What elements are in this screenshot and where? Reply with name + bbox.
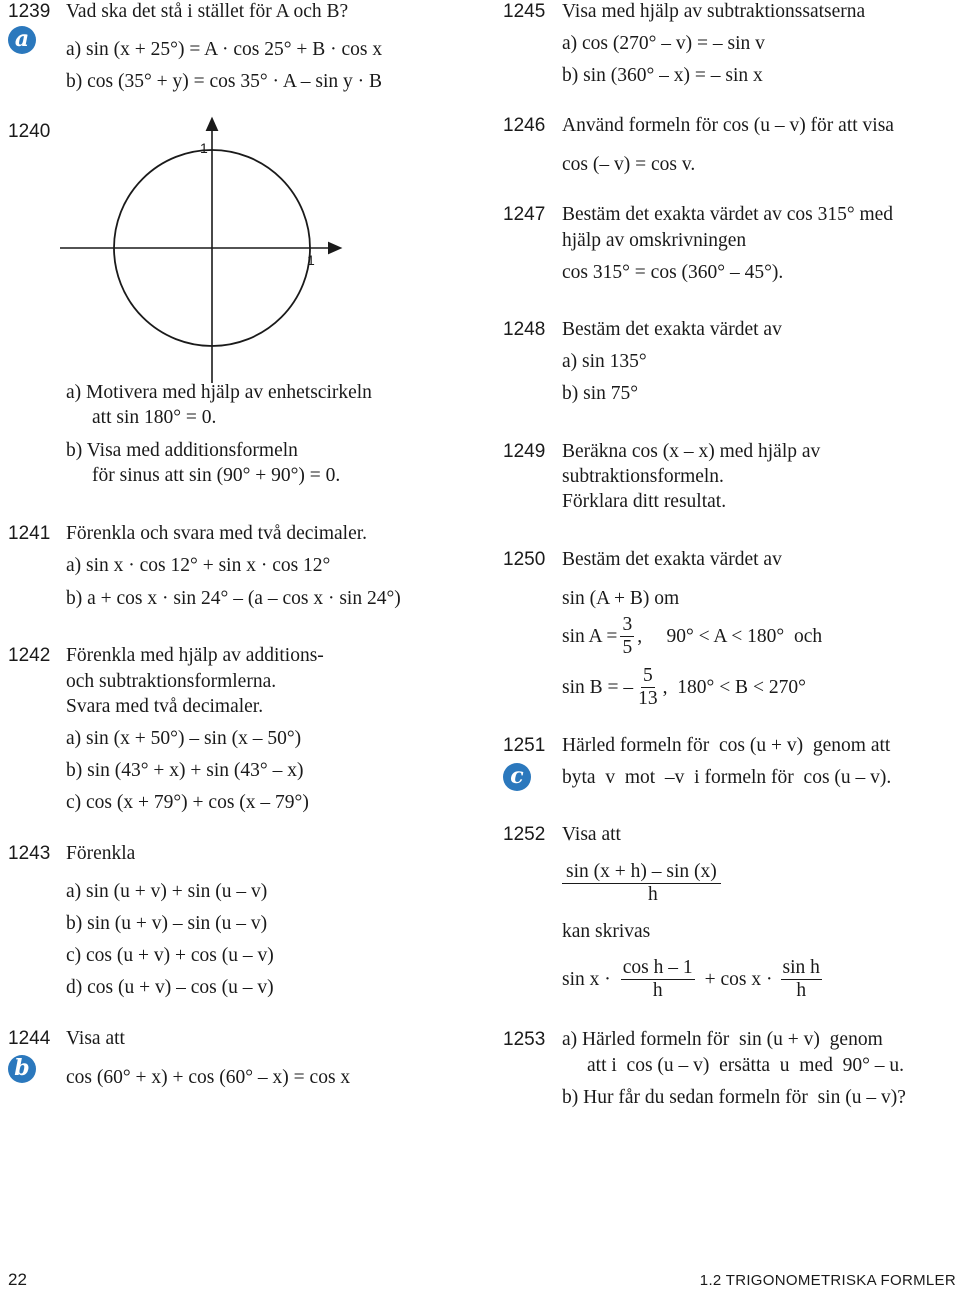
problem-question: Använd formeln för cos (u – v) för att visa: [562, 115, 894, 136]
condition-line: sin (A + B) om: [562, 588, 680, 609]
subquestion-a: a) cos (270° – v) = – sin v: [562, 33, 765, 54]
subquestion-b: b) sin 75°: [562, 383, 639, 404]
problem-question: Bestäm det exakta värdet av: [562, 319, 782, 340]
fraction-denominator: h: [652, 980, 663, 1001]
sin-b-range: , 180° < B < 270°: [662, 676, 806, 698]
subquestion-b: b) sin (u + v) – sin (u – v): [66, 913, 268, 934]
problem-number: 1249: [503, 441, 546, 462]
equation: cos 315° = cos (360° – 45°).: [562, 262, 784, 283]
subquestion-b-line1: b) Visa med additionsformeln: [66, 440, 298, 461]
subquestion-b: b) a + cos x · sin 24° – (a – cos x · sin 24°): [66, 588, 401, 609]
problem-number: 1241: [8, 523, 51, 544]
problem-number: 1252: [503, 824, 546, 845]
sin-b-lhs: sin B = –: [562, 676, 634, 698]
problem-number: 1246: [503, 115, 546, 136]
fraction: [621, 957, 695, 1002]
problem-number: 1253: [503, 1029, 546, 1050]
fraction-numerator: 5: [643, 665, 653, 686]
fraction-denominator: h: [796, 980, 807, 1001]
sin-a-condition: [562, 614, 822, 659]
subquestion-a-line2: att i cos (u – v) ersätta u med 90° – u.: [587, 1055, 905, 1076]
problem-question: Förenkla och svara med två decimaler.: [66, 523, 368, 544]
connector-text: kan skrivas: [562, 921, 651, 942]
x-tick-label: 1: [307, 252, 315, 268]
equation: cos (60° + x) + cos (60° – x) = cos x: [66, 1067, 351, 1088]
problem-question-line1: Beräkna cos (x – x) med hjälp av: [562, 441, 821, 462]
fraction-denominator: h: [648, 884, 658, 905]
sin-a-range: , 90° < A < 180° och: [637, 625, 823, 647]
subquestion-b: b) Hur får du sedan formeln för sin (u – v)?: [562, 1087, 906, 1108]
problem-question-line2: hjälp av omskrivningen: [562, 230, 747, 251]
problem-number: 1248: [503, 319, 546, 340]
subquestion-a: a) sin (x + 50°) – sin (x – 50°): [66, 728, 302, 749]
difference-quotient: [562, 861, 721, 906]
problem-question-line1: Härled formeln för cos (u + v) genom att: [562, 735, 891, 756]
subquestion-b-line2: för sinus att sin (90° + 90°) = 0.: [92, 465, 341, 486]
term-cos-x: + cos x ·: [704, 968, 773, 990]
section-title: 1.2 TRIGONOMETRISKA FORMLER: [699, 1272, 956, 1289]
subquestion-a-line1: a) Motivera med hjälp av enhetscirkeln: [66, 382, 372, 403]
problem-question: Förenkla: [66, 843, 136, 864]
problem-question: Visa med hjälp av subtraktionssatserna: [562, 1, 866, 22]
level-c-badge-icon: c: [503, 763, 531, 791]
problem-question: Visa att: [562, 824, 621, 845]
subquestion-d: d) cos (u + v) – cos (u – v): [66, 977, 274, 998]
fraction-numerator: sin h: [782, 957, 820, 978]
subquestion-b: b) sin (360° – x) = – sin x: [562, 65, 763, 86]
subquestion-a: a) sin x · cos 12° + sin x · cos 12°: [66, 555, 331, 576]
page-number: 22: [8, 1270, 27, 1289]
fraction: [636, 665, 660, 710]
problem-question-line2: byta v mot –v i formeln för cos (u – v).: [562, 767, 892, 788]
problem-question-line2: subtraktionsformeln.: [562, 466, 724, 487]
problem-question: Vad ska det stå i stället för A och B?: [66, 1, 349, 22]
fraction-numerator: cos h – 1: [622, 957, 693, 978]
level-a-badge-icon: a: [8, 26, 36, 54]
fraction: [562, 861, 721, 906]
problem-number: 1245: [503, 1, 546, 22]
problem-number: 1239: [8, 1, 51, 22]
problem-number: 1251: [503, 735, 546, 756]
subquestion-c: c) cos (u + v) + cos (u – v): [66, 945, 274, 966]
subquestion-c: c) cos (x + 79°) + cos (x – 79°): [66, 792, 309, 813]
problem-number: 1250: [503, 549, 546, 570]
subquestion-b: b) cos (35° + y) = cos 35° · A – sin y · B: [66, 71, 382, 92]
rewritten-expression: [562, 957, 830, 1002]
fraction-denominator: 5: [622, 637, 633, 658]
term-sin-x: sin x ·: [562, 968, 611, 990]
subquestion-b: b) sin (43° + x) + sin (43° – x): [66, 760, 304, 781]
problem-question-line1: Förenkla med hjälp av additions-: [66, 645, 324, 666]
problem-question-line3: Förklara ditt resultat.: [562, 491, 727, 512]
problem-number: 1240: [8, 121, 51, 142]
subquestion-a: a) sin (u + v) + sin (u – v): [66, 881, 268, 902]
subquestion-a: a) sin (x + 25°) = A · cos 25° + B · cos x: [66, 39, 383, 60]
fraction-denominator: 13: [638, 688, 658, 709]
level-b-badge-icon: b: [8, 1055, 36, 1083]
fraction-numerator: sin (x + h) – sin (x): [562, 861, 721, 884]
subquestion-a-line1: a) Härled formeln för sin (u + v) genom: [562, 1029, 883, 1050]
fraction: [781, 957, 822, 1002]
fraction: [620, 614, 634, 659]
problem-number: 1247: [503, 204, 546, 225]
unit-circle-figure: [60, 115, 350, 395]
fraction-numerator: 3: [622, 614, 633, 635]
problem-question-line2: och subtraktionsformlerna.: [66, 671, 277, 692]
problem-question: Bestäm det exakta värdet av: [562, 549, 782, 570]
problem-question-line3: Svara med två decimaler.: [66, 696, 264, 717]
equation: cos (– v) = cos v.: [562, 154, 696, 175]
problem-number: 1243: [8, 843, 51, 864]
y-tick-label: 1: [200, 140, 208, 156]
problem-number: 1242: [8, 645, 51, 666]
sin-a-lhs: sin A =: [562, 625, 618, 647]
subquestion-a: a) sin 135°: [562, 351, 647, 372]
sin-b-condition: [562, 665, 806, 710]
problem-question-line1: Bestäm det exakta värdet av cos 315° med: [562, 204, 894, 225]
problem-question: Visa att: [66, 1028, 125, 1049]
subquestion-a-line2: att sin 180° = 0.: [92, 407, 217, 428]
problem-number: 1244: [8, 1028, 51, 1049]
